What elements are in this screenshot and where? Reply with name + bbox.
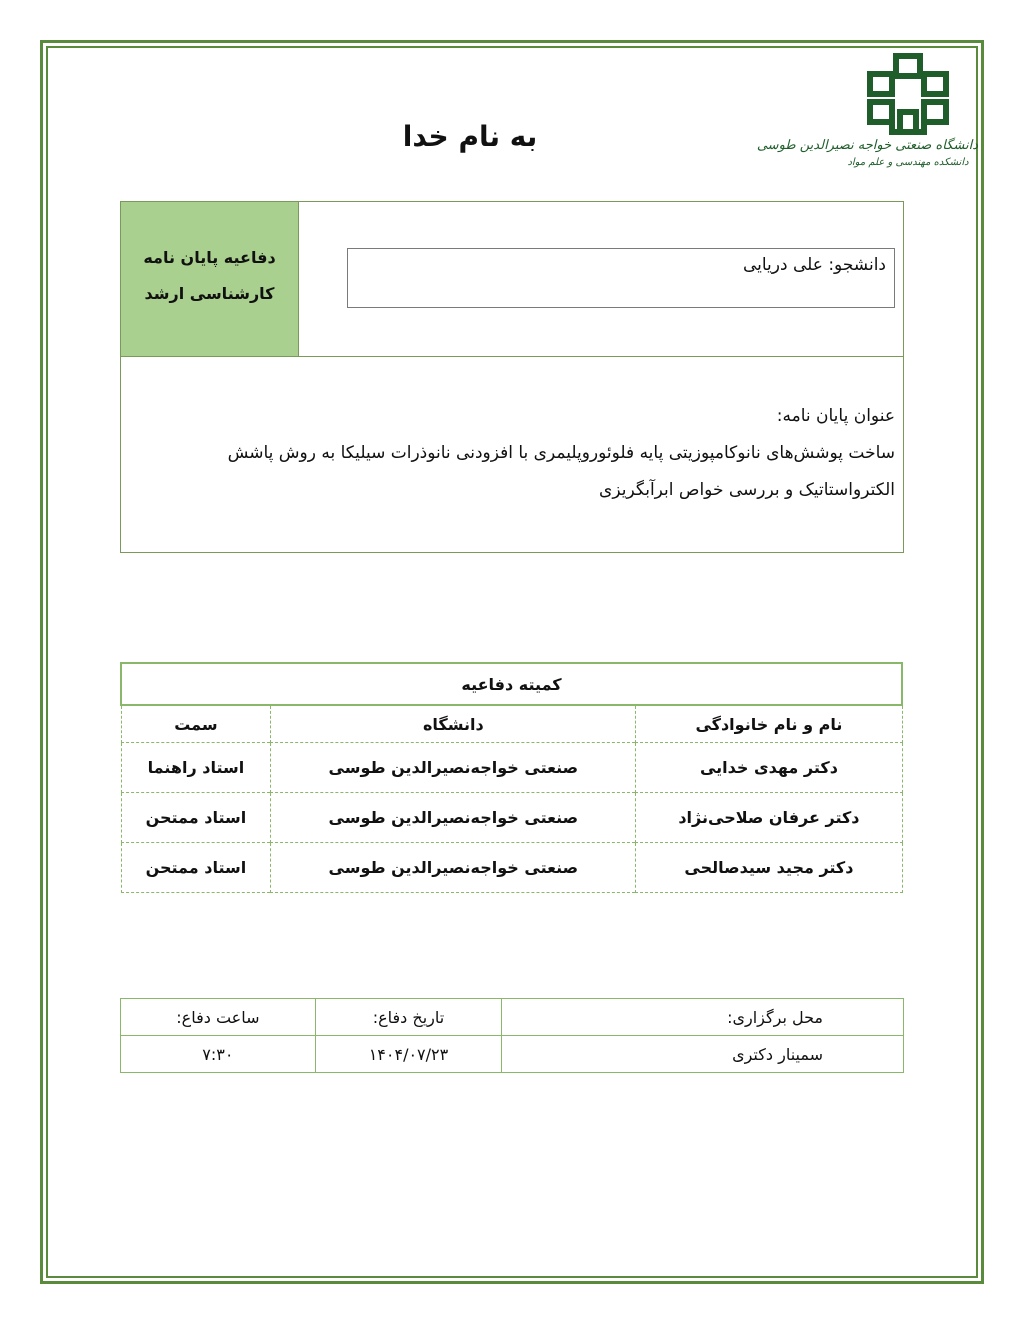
member-name: دکتر عرفان صلاحی‌نژاد xyxy=(636,793,902,843)
member-name: دکتر مجید سیدصالحی xyxy=(636,843,902,893)
member-university: صنعتی خواجه‌نصیرالدین طوسی xyxy=(271,743,636,793)
header-role: سمت xyxy=(121,705,271,743)
member-role: استاد ممتحن xyxy=(121,793,271,843)
defense-labels-row xyxy=(121,999,904,1036)
time-value: ۷:۳۰ xyxy=(121,1036,316,1073)
defense-type-line2: کارشناسی ارشد xyxy=(144,284,275,303)
faculty-name: دانشکده مهندسی و علم مواد xyxy=(847,157,969,168)
time-label: ساعت دفاع: xyxy=(121,999,316,1036)
info-box xyxy=(120,201,904,553)
committee-caption: کمیته دفاعیه xyxy=(121,663,902,705)
student-box xyxy=(347,248,895,308)
university-logo xyxy=(756,52,978,192)
defense-details-table xyxy=(120,998,904,1073)
date-value: ۱۴۰۴/۰۷/۲۳ xyxy=(315,1036,501,1073)
place-value: سمینار دکتری xyxy=(502,1036,904,1073)
defense-type-line1: دفاعیه پایان نامه xyxy=(143,248,276,267)
student-label: دانشجو: xyxy=(828,255,886,275)
defense-values-row xyxy=(121,1036,904,1073)
page-title: به نام خدا xyxy=(402,120,538,153)
university-logo-icon xyxy=(866,52,950,136)
thesis-section xyxy=(141,398,895,509)
table-row xyxy=(121,743,902,793)
divider xyxy=(121,356,903,357)
table-row xyxy=(121,793,902,843)
committee-header-row xyxy=(121,705,902,743)
committee-table xyxy=(120,662,903,893)
header-university: دانشگاه xyxy=(271,705,636,743)
student-name: علی دریایی xyxy=(742,255,823,275)
thesis-title: ساخت پوشش‌های نانوکامپوزیتی پایه فلوئوروپلیمری با افزودنی نانوذرات سیلیکا به روش پاشش الکترواستاتیک و بررسی خواص ابرآبگریزی xyxy=(227,443,895,500)
table-row xyxy=(121,843,902,893)
member-name: دکتر مهدی خدایی xyxy=(636,743,902,793)
place-label: محل برگزاری: xyxy=(502,999,904,1036)
member-university: صنعتی خواجه‌نصیرالدین طوسی xyxy=(271,793,636,843)
member-role: استاد ممتحن xyxy=(121,843,271,893)
member-role: استاد راهنما xyxy=(121,743,271,793)
header-name: نام و نام خانوادگی xyxy=(636,705,902,743)
thesis-label: عنوان پایان نامه: xyxy=(776,406,895,426)
date-label: تاریخ دفاع: xyxy=(315,999,501,1036)
member-university: صنعتی خواجه‌نصیرالدین طوسی xyxy=(271,843,636,893)
university-name: دانشگاه صنعتی خواجه نصیرالدین طوسی xyxy=(756,138,978,153)
defense-type-cell xyxy=(121,202,299,356)
